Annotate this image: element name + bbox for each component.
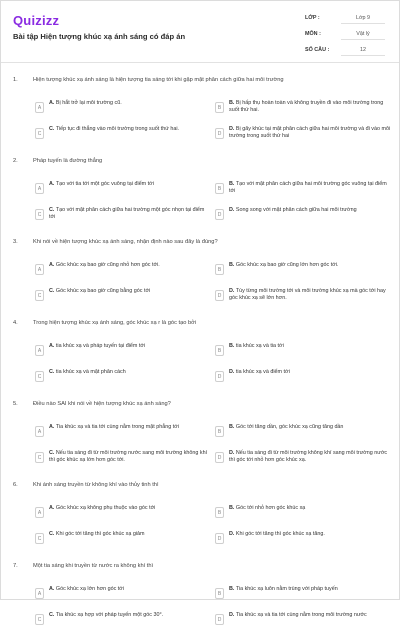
answer-option-c[interactable] <box>35 529 211 550</box>
answer-body: Tia khúc xạ và tia tới cùng nằm trong môi trường nước <box>235 612 367 618</box>
answer-body: Tạo với tia tới một góc vuông tại điểm tới <box>55 181 154 187</box>
meta-row-class <box>305 11 385 27</box>
answer-text <box>49 126 211 133</box>
meta-label-subject: MÔN : <box>305 31 321 37</box>
answer-body: Góc khúc xạ không phụ thuộc vào góc tới <box>55 505 156 511</box>
answer-key-box[interactable]: B <box>215 426 224 437</box>
answer-option-a[interactable] <box>35 98 211 119</box>
answer-letter: C. <box>49 450 55 456</box>
answer-body: Góc tới nhỏ hơn góc khúc xạ <box>235 505 306 511</box>
question-number: 6. <box>13 482 18 488</box>
answer-letter: C. <box>49 369 55 375</box>
answer-text <box>49 531 211 538</box>
answer-body: Tùy từng môi trường tới và môi trường khúc xạ mà góc tới hay góc khúc xạ sẽ lớn hơn. <box>229 288 386 301</box>
answer-letter: A. <box>49 343 55 349</box>
answer-body: Bị gãy khúc tại mặt phân cách giữa hai môi trường và đi vào môi trường trong suốt thứ hai <box>229 126 391 139</box>
answer-option-d[interactable] <box>215 205 391 226</box>
answer-body: Bị hấp thụ hoàn toàn và không truyền đi vào môi trường trong suốt thứ hai. <box>229 100 384 113</box>
question-number: 3. <box>13 239 18 245</box>
answer-letter: D. <box>229 369 235 375</box>
answer-key-box[interactable]: B <box>215 183 224 194</box>
answer-body: tia khúc xạ và điểm tới <box>235 369 290 375</box>
answer-letter: C. <box>49 531 55 537</box>
answer-key-box[interactable]: D <box>215 128 224 139</box>
answer-key-box[interactable]: B <box>215 588 224 599</box>
answer-key-box[interactable]: A <box>35 183 44 194</box>
answer-letter: B. <box>229 586 235 592</box>
answer-letter: B. <box>229 100 235 106</box>
answer-key-box[interactable]: D <box>215 452 224 463</box>
answer-option-b[interactable] <box>215 341 391 362</box>
answer-key-box[interactable]: A <box>35 102 44 113</box>
answer-option-d[interactable] <box>215 610 391 631</box>
question-7 <box>13 563 383 644</box>
answer-option-a[interactable] <box>35 341 211 362</box>
answer-option-b[interactable] <box>215 179 391 200</box>
answer-key-box[interactable]: D <box>215 533 224 544</box>
meta-value-count: 12 <box>341 47 385 56</box>
answer-text <box>229 531 391 538</box>
answer-key-box[interactable]: B <box>215 102 224 113</box>
answer-text <box>229 450 391 464</box>
answer-text <box>49 288 211 295</box>
answer-key-box[interactable]: B <box>215 264 224 275</box>
answer-option-c[interactable] <box>35 448 211 469</box>
answer-text <box>229 126 391 140</box>
meta-label-count: SỐ CÂU : <box>305 47 330 53</box>
answer-option-b[interactable] <box>215 584 391 605</box>
answer-letter: D. <box>229 612 235 618</box>
answer-text <box>49 586 211 593</box>
answer-option-a[interactable] <box>35 422 211 443</box>
question-number: 4. <box>13 320 18 326</box>
question-text: Khi ánh sáng truyền từ không khí vào thủy tinh thì <box>33 482 159 488</box>
question-text: Trong hiện tượng khúc xạ ánh sáng, góc khúc xạ r là góc tạo bởi <box>33 320 197 326</box>
answer-body: Góc khúc xạ bao giờ cũng bằng góc tới <box>55 288 151 294</box>
answer-text <box>229 612 391 619</box>
answer-option-b[interactable] <box>215 503 391 524</box>
answer-option-c[interactable] <box>35 124 211 145</box>
answer-key-box[interactable]: C <box>35 128 44 139</box>
question-1 <box>13 77 391 158</box>
answer-text <box>229 207 391 214</box>
answer-key-box[interactable]: C <box>35 371 44 382</box>
answer-text <box>229 100 391 114</box>
answer-body: Tia khúc xạ hợp với pháp tuyến một góc 30°. <box>55 612 164 618</box>
question-6 <box>13 482 383 563</box>
meta-label-class: LỚP : <box>305 15 320 21</box>
answer-text <box>229 288 391 302</box>
question-2 <box>13 158 387 239</box>
answer-key-box[interactable]: A <box>35 345 44 356</box>
answer-option-d[interactable] <box>215 124 391 145</box>
worksheet-header <box>1 1 399 63</box>
answer-key-box[interactable]: C <box>35 290 44 301</box>
answer-key-box[interactable]: A <box>35 426 44 437</box>
answer-letter: C. <box>49 288 55 294</box>
answer-letter: B. <box>229 181 235 187</box>
answer-key-box[interactable]: A <box>35 507 44 518</box>
answer-letter: C. <box>49 126 55 132</box>
answer-letter: D. <box>229 531 235 537</box>
answer-key-box[interactable]: C <box>35 452 44 463</box>
answer-key-box[interactable]: D <box>215 290 224 301</box>
question-number: 1. <box>13 77 18 83</box>
answer-body: Tiếp tục đi thẳng vào môi trường trong suốt thứ hai. <box>55 126 180 132</box>
answer-letter: B. <box>229 343 235 349</box>
answer-body: Góc khúc xạ lớn hơn góc tới <box>55 586 125 592</box>
answer-option-a[interactable] <box>35 179 211 200</box>
answer-text <box>49 505 211 512</box>
answer-letter: D. <box>229 126 235 132</box>
answer-option-d[interactable] <box>215 367 391 388</box>
question-number: 2. <box>13 158 18 164</box>
question-text: Pháp tuyến là đường thẳng <box>33 158 103 164</box>
answer-key-box[interactable]: D <box>215 371 224 382</box>
answer-body: Khi góc tới tăng thì góc khúc xạ tăng. <box>235 531 325 537</box>
answer-letter: A. <box>49 505 55 511</box>
answer-body: Khi góc tới tăng thì góc khúc xạ giảm <box>55 531 145 537</box>
answer-key-box[interactable]: B <box>215 345 224 356</box>
question-3 <box>13 239 386 320</box>
answer-option-d[interactable] <box>215 448 391 469</box>
meta-value-subject: Vật lý <box>341 31 385 40</box>
answer-letter: C. <box>49 207 55 213</box>
answer-letter: D. <box>229 450 235 456</box>
answer-text <box>229 262 391 269</box>
answer-option-c[interactable] <box>35 286 211 307</box>
answer-letter: A. <box>49 424 55 430</box>
worksheet-meta <box>305 11 385 59</box>
answer-letter: A. <box>49 181 55 187</box>
question-number: 7. <box>13 563 18 569</box>
answer-text <box>49 100 211 107</box>
question-4 <box>13 320 383 401</box>
answer-text <box>49 424 211 431</box>
answer-option-c[interactable] <box>35 205 211 226</box>
answer-body: Tia khúc xạ luôn nằm trùng với pháp tuyến <box>235 586 338 592</box>
answer-key-box[interactable]: D <box>215 614 224 625</box>
answer-key-box[interactable]: D <box>215 209 224 220</box>
answer-text <box>229 424 391 431</box>
answer-option-d[interactable] <box>215 529 391 550</box>
answer-body: Góc khúc xạ bao giờ cũng nhỏ hơn góc tới. <box>55 262 160 268</box>
answer-text <box>49 369 211 376</box>
answer-text <box>49 181 211 188</box>
worksheet-title: Bài tập Hiện tượng khúc xạ ánh sáng có đáp án <box>13 32 186 41</box>
meta-value-class: Lớp 9 <box>341 15 385 24</box>
answer-letter: C. <box>49 612 55 618</box>
answer-option-d[interactable] <box>215 286 391 307</box>
answer-text <box>229 369 391 376</box>
answer-key-box[interactable]: A <box>35 588 44 599</box>
answer-text <box>49 262 211 269</box>
answer-text <box>229 586 391 593</box>
answer-body: Góc tới tăng dần, góc khúc xạ cũng tăng dần <box>235 424 344 430</box>
answer-body: Tạo với mặt phân cách giữa hai trường một góc nhọn tại điểm tới <box>49 207 205 220</box>
answer-key-box[interactable]: C <box>35 533 44 544</box>
answer-body: Nếu tia sáng đi từ môi trường nước sang môi trường không khí thì góc khúc xạ lớn hơn góc tới. <box>49 450 208 463</box>
answer-text <box>49 612 211 619</box>
answer-text <box>229 505 391 512</box>
answer-option-a[interactable] <box>35 584 211 605</box>
meta-row-subject <box>305 27 385 43</box>
answer-letter: A. <box>49 100 55 106</box>
answer-body: tia khúc xạ và mặt phân cách <box>55 369 126 375</box>
answer-letter: D. <box>229 207 235 213</box>
answer-letter: A. <box>49 586 55 592</box>
answer-letter: B. <box>229 424 235 430</box>
question-list <box>13 77 391 644</box>
answer-option-a[interactable] <box>35 260 211 281</box>
answer-option-b[interactable] <box>215 260 391 281</box>
answer-text <box>49 450 211 464</box>
quizizz-logo[interactable]: Quizizz <box>13 13 60 28</box>
answer-text <box>49 207 211 221</box>
meta-row-count <box>305 43 385 59</box>
question-5 <box>13 401 388 482</box>
answer-body: Bị hắt trở lại môi trường cũ. <box>55 100 122 106</box>
answer-option-c[interactable] <box>35 610 211 631</box>
answer-text <box>229 343 391 350</box>
answer-body: Góc khúc xạ bao giờ cũng lớn hơn góc tới. <box>235 262 339 268</box>
answer-key-box[interactable]: A <box>35 264 44 275</box>
answer-letter: D. <box>229 288 235 294</box>
answer-body: Nếu tia sáng đi từ môi trường không khí sang môi trường nước thì góc tới nhỏ hơn góc khúc xạ. <box>229 450 388 463</box>
answer-body: Tia khúc xạ và tia tới cùng nằm trong mặt phẳng tới <box>55 424 179 430</box>
answer-body: tia khúc xạ và pháp tuyến tại điểm tới <box>55 343 146 349</box>
answer-letter: B. <box>229 262 235 268</box>
question-text: Khi nói về hiện tượng khúc xạ ánh sáng, nhận định nào sau đây là đúng? <box>33 239 218 245</box>
answer-body: tia khúc xạ và tia tới <box>235 343 284 349</box>
answer-key-box[interactable]: C <box>35 209 44 220</box>
question-text: Hiện tượng khúc xạ ánh sáng là hiện tượng tia sáng tới khi gặp mặt phân cách giữa hai môi trường <box>33 77 284 83</box>
answer-body: Song song với mặt phân cách giữa hai môi trường <box>235 207 357 213</box>
answer-key-box[interactable]: B <box>215 507 224 518</box>
answer-option-a[interactable] <box>35 503 211 524</box>
answer-text <box>49 343 211 350</box>
question-text: Một tia sáng khi truyền từ nước ra không khí thì <box>33 563 154 569</box>
answer-option-b[interactable] <box>215 98 391 119</box>
answer-option-c[interactable] <box>35 367 211 388</box>
question-text: Điều nào SAI khi nói về hiện tượng khúc xạ ánh sáng? <box>33 401 171 407</box>
answer-text <box>229 181 391 195</box>
answer-body: Tạo với mặt phân cách giữa hai môi trường góc vuông tại điểm tới <box>229 181 387 194</box>
answer-letter: B. <box>229 505 235 511</box>
answer-key-box[interactable]: C <box>35 614 44 625</box>
question-number: 5. <box>13 401 18 407</box>
answer-option-b[interactable] <box>215 422 391 443</box>
answer-letter: A. <box>49 262 55 268</box>
